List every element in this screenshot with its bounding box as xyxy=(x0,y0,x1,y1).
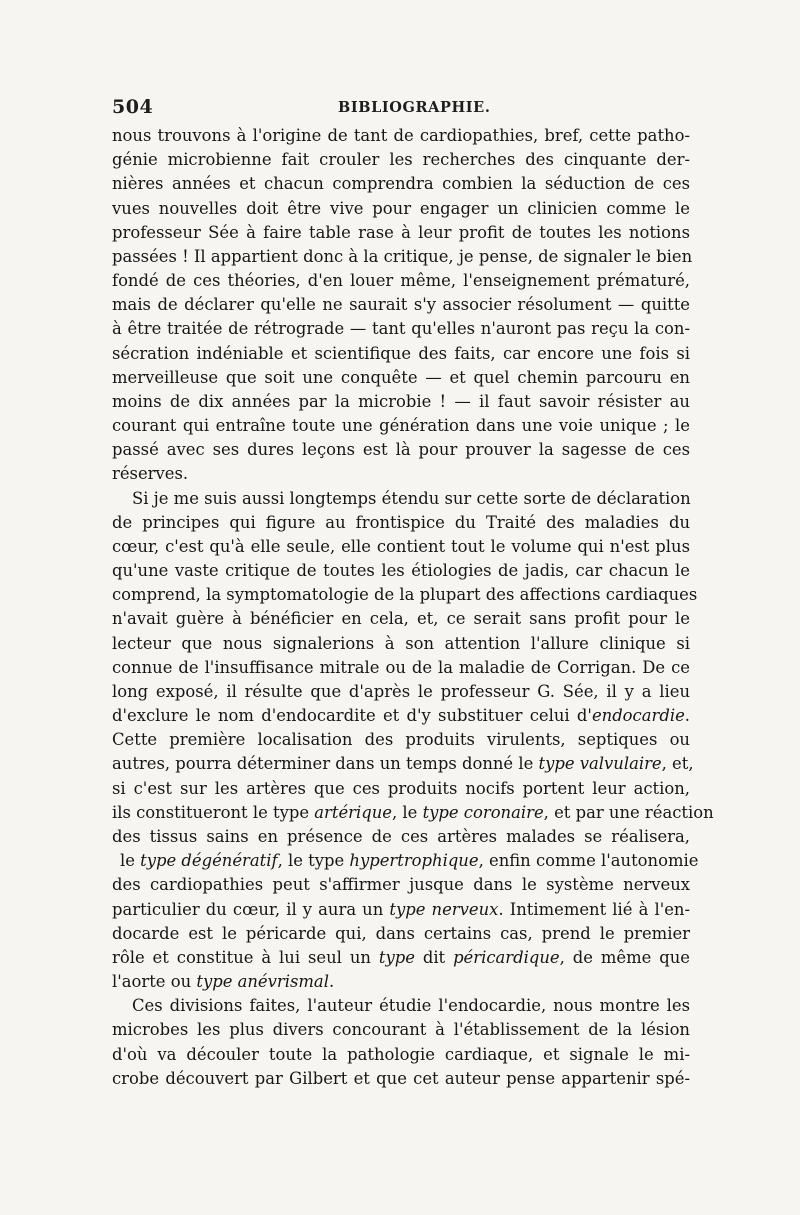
text-line: passées ! Il appartient donc à la critique, je pense, de signaler le bien xyxy=(112,246,693,266)
text-line: nières années et chacun comprendra combien la séduction de ces xyxy=(112,174,690,194)
text-line: connue de l'insuffisance mitrale ou de la maladie de Corrigan. De ce xyxy=(112,657,690,677)
text-line: de principes qui figure au frontispice du Traité des maladies du xyxy=(112,512,690,532)
text-line: d'où va découler toute la pathologie cardiaque, et signale le mi- xyxy=(112,1044,690,1064)
text-line: vues nouvelles doit être vive pour engager un clinicien comme le xyxy=(112,198,690,218)
running-title: BIBLIOGRAPHIE. xyxy=(338,99,491,116)
text-line: génie microbienne fait crouler les recherches des cinquante der- xyxy=(112,150,690,170)
text-line: à être traitée de rétrograde — tant qu'elles n'auront pas reçu la con- xyxy=(112,319,690,339)
text-line: cœur, c'est qu'à elle seule, elle contient tout le volume qui n'est plus xyxy=(112,536,690,556)
text-line: crobe découvert par Gilbert et que cet auteur pense appartenir spé- xyxy=(112,1068,690,1088)
text-line: passé avec ses dures leçons est là pour prouver la sagesse de ces xyxy=(112,440,690,460)
text-line: mais de déclarer qu'elle ne saurait s'y associer résolument — quitte xyxy=(112,295,690,315)
text-line: des cardiopathies peut s'affirmer jusque dans le système nerveux xyxy=(112,875,690,895)
text-line: n'avait guère à bénéficier en cela, et, ce serait sans profit pour le xyxy=(112,609,690,629)
text-line: qu'une vaste critique de toutes les étiologies de jadis, car chacun le xyxy=(112,561,690,581)
page-number: 504 xyxy=(112,96,154,118)
text-line: comprend, la symptomatologie de la plupart des affections cardiaques xyxy=(112,585,698,605)
text-line: sécration indéniable et scientifique des faits, car encore une fois si xyxy=(112,343,690,363)
text-line: rôle et constitue à lui seul un type dit péricardique, de même que xyxy=(112,947,690,967)
text-line: microbes les plus divers concourant à l'établissement de la lésion xyxy=(112,1020,690,1040)
text-line: le type dégénératif, le type hypertrophique, enfin comme l'autonomie xyxy=(120,851,699,871)
text-line: ils constitueront le type artérique, le type coronaire, et par une réaction xyxy=(112,802,714,822)
text-line: long exposé, il résulte que d'après le professeur G. Sée, il y a lieu xyxy=(112,681,690,701)
text-line: moins de dix années par la microbie ! — il faut savoir résister au xyxy=(112,391,690,411)
running-head xyxy=(112,96,690,126)
body-text xyxy=(112,124,714,1091)
text-line: si c'est sur les artères que ces produits nocifs portent leur action, xyxy=(112,778,690,798)
text-line: autres, pourra déterminer dans un temps donné le type valvulaire, et, xyxy=(112,754,694,774)
text-line: particulier du cœur, il y aura un type nerveux. Intimement lié à l'en- xyxy=(112,899,690,919)
text-line: des tissus sains en présence de ces artères malades se réalisera, xyxy=(112,826,690,846)
text-line: docarde est le péricarde qui, dans certains cas, prend le premier xyxy=(112,923,690,943)
text-line: fondé de ces théories, d'en louer même, l'enseignement prématuré, xyxy=(112,271,690,291)
text-line: professeur Sée à faire table rase à leur profit de toutes les notions xyxy=(112,222,690,242)
text-line: Si je me suis aussi longtemps étendu sur cette sorte de déclaration xyxy=(132,488,691,508)
text-line: l'aorte ou type anévrismal. xyxy=(112,972,335,992)
text-line: lecteur que nous signalerions à son attention l'allure clinique si xyxy=(112,633,690,653)
text-line: courant qui entraîne toute une génération dans une voie unique ; le xyxy=(112,416,690,436)
text-line: nous trouvons à l'origine de tant de cardiopathies, bref, cette patho- xyxy=(112,126,690,145)
text-line: Ces divisions faites, l'auteur étudie l'endocardie, nous montre les xyxy=(132,996,690,1016)
text-line: réserves. xyxy=(112,464,189,484)
text-line: Cette première localisation des produits virulents, septiques ou xyxy=(112,730,690,750)
text-line: d'exclure le nom d'endocardite et d'y substituer celui d'endocardie. xyxy=(112,706,690,726)
text-line: merveilleuse que soit une conquête — et quel chemin parcouru en xyxy=(112,367,690,387)
